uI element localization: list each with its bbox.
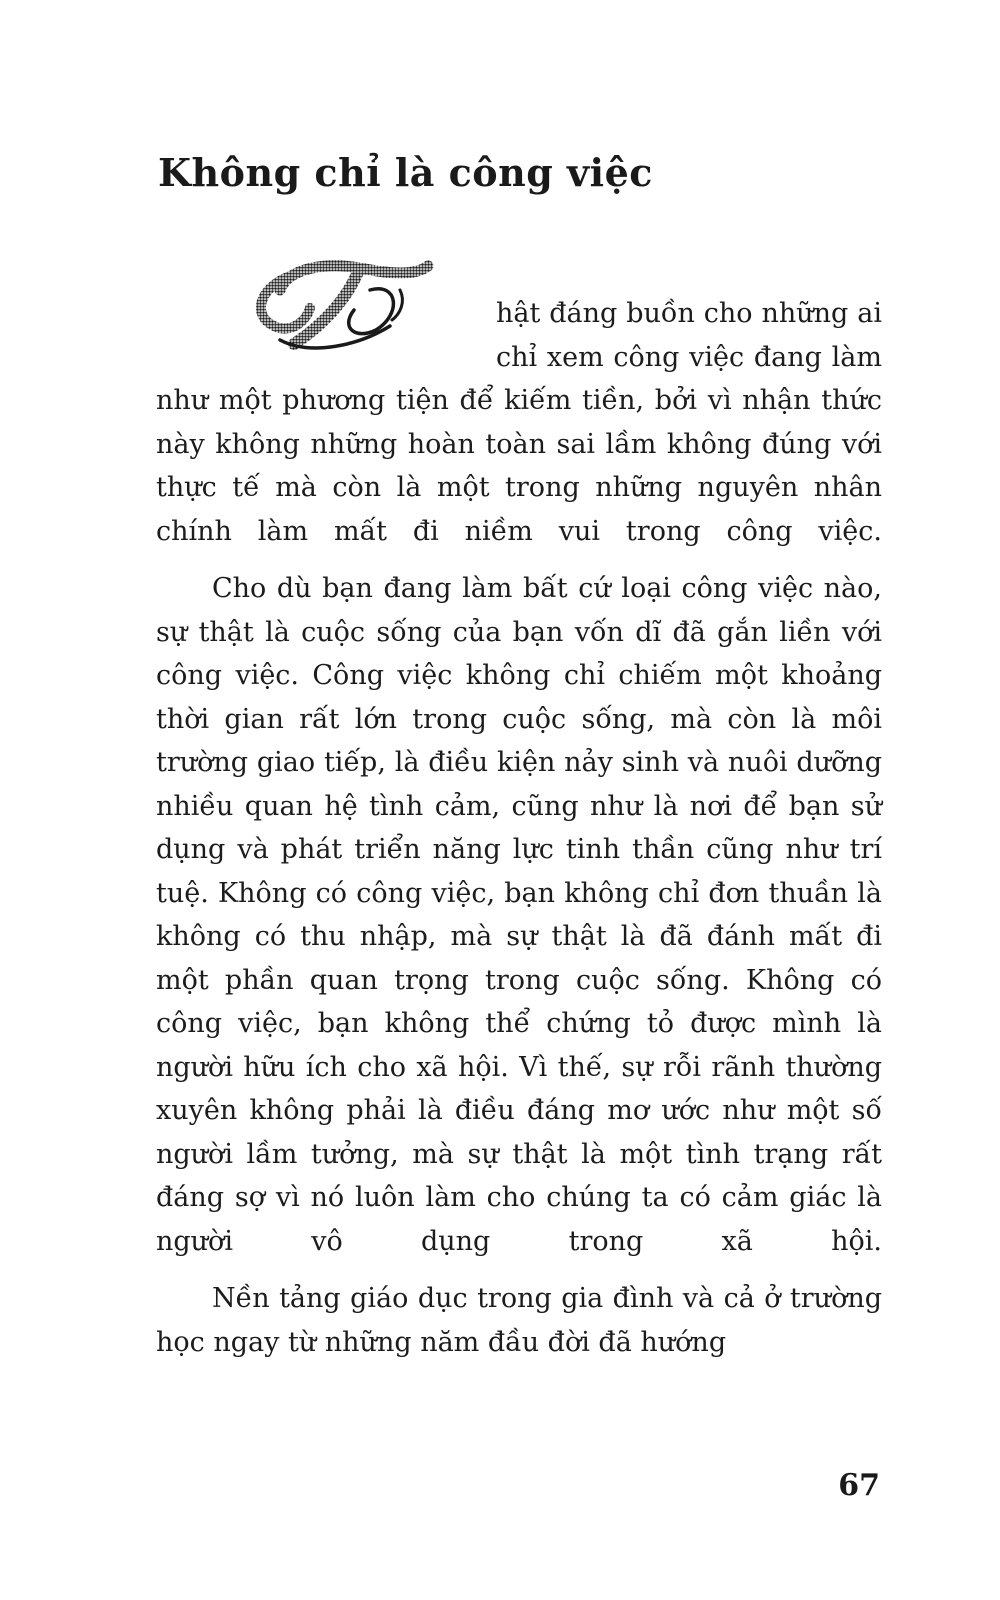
body-text: [156, 292, 882, 1364]
paragraph-3: Nền tảng giáo dục trong gia đình và cả ở trường học ngay từ những năm đầu đời đã hướng: [156, 1283, 882, 1358]
drop-cap-ornament-icon: [250, 260, 494, 356]
page-number: 67: [838, 1468, 880, 1503]
decorative-drop-cap: [250, 260, 494, 356]
paragraph-1-text: hật đáng buồn cho những ai chỉ xem công việc đang làm như một phương tiện để kiếm tiền, bởi vì nhận thức này không những hoàn toàn sai lầm không đúng với thực tế mà còn là một trong những nguyên nhân chính làm mất đi niềm vui trong công việc.: [156, 298, 882, 547]
paragraph-2: Cho dù bạn đang làm bất cứ loại công việc nào, sự thật là cuộc sống của bạn vốn dĩ đã gắn liền với công việc. Công việc không chỉ chiếm một khoảng thời gian rất lớn trong cuộc sống, mà còn là môi trường giao tiếp, là điều kiện nảy sinh và nuôi dưỡng nhiều quan hệ tình cảm, cũng như là nơi để bạn sử dụng và phát triển năng lực tinh thần cũng như trí tuệ. Không có công việc, bạn không chỉ đơn thuần là không có thu nhập, mà sự thật là đã đánh mất đi một phần quan trọng trong cuộc sống. Không có công việc, bạn không thể chứng tỏ được mình là người hữu ích cho xã hội. Vì thế, sự rỗi rãnh thường xuyên không phải là điều đáng mơ ước như một số người lầm tưởng, mà sự thật là một tình trạng rất đáng sợ vì nó luôn làm cho chúng ta có cảm giác là người vô dụng trong xã hội.: [156, 573, 882, 1257]
paragraph-1: [156, 292, 882, 553]
chapter-title: Không chỉ là công việc: [158, 150, 653, 195]
